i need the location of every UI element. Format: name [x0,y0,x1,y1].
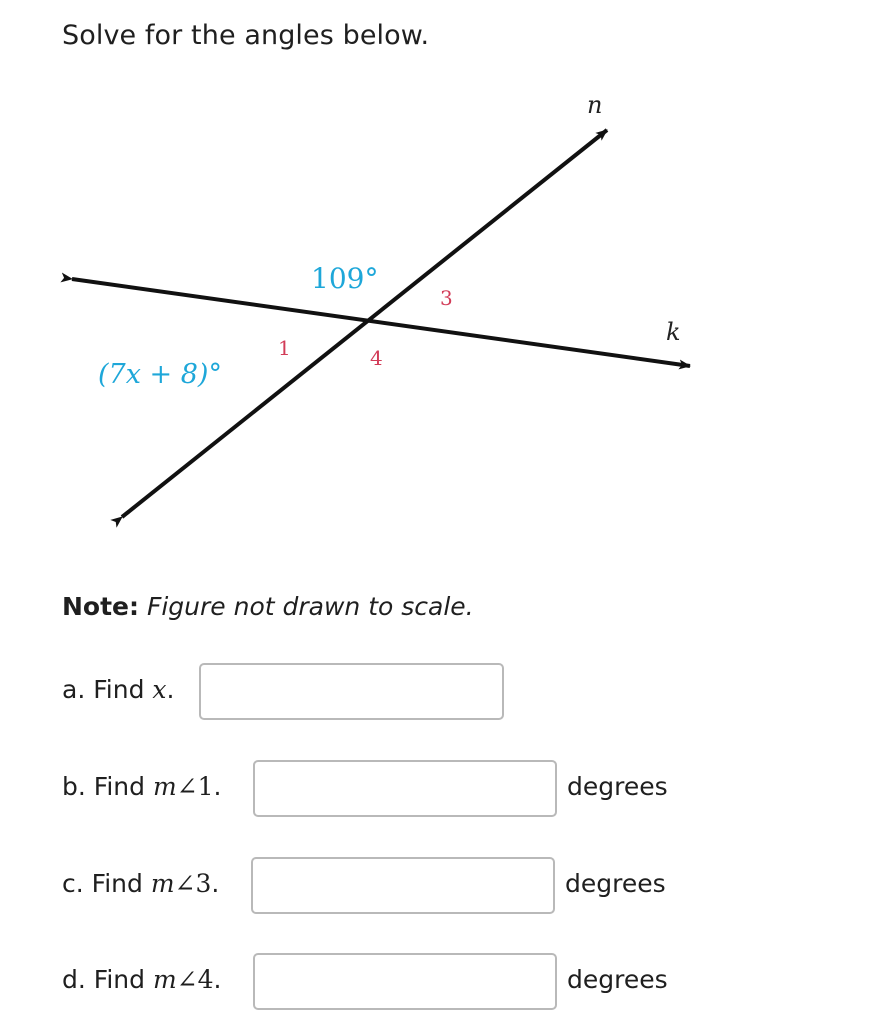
line-n [122,130,607,517]
answer-angle3-input[interactable] [251,857,555,914]
angle-3-label: 3 [440,286,453,310]
question-b-label: b. Find m∠1. [62,772,222,801]
angle1-unit: degrees [567,772,668,801]
note-bold: Note: [62,592,140,621]
line-k-label: k [666,318,681,346]
problem-prompt: Solve for the angles below. [62,20,430,51]
question-c-label: c. Find m∠3. [62,869,220,898]
angle3-unit: degrees [565,869,666,898]
question-a-label: a. Find x. [62,675,175,704]
answer-angle1-input[interactable] [253,760,557,817]
angle4-unit: degrees [567,965,668,994]
answer-x-input[interactable] [199,663,504,720]
question-d-label: d. Find m∠4. [62,965,222,994]
given-angle-label: 109° [311,262,379,295]
line-n-label: n [587,91,603,119]
note-italic: Figure not drawn to scale. [146,592,474,621]
angle-1-label: 1 [278,336,291,360]
answer-angle4-input[interactable] [253,953,557,1010]
angle-4-label: 4 [370,346,383,370]
expression-angle-label: (7x + 8)° [98,359,222,390]
figure-note [62,592,474,621]
